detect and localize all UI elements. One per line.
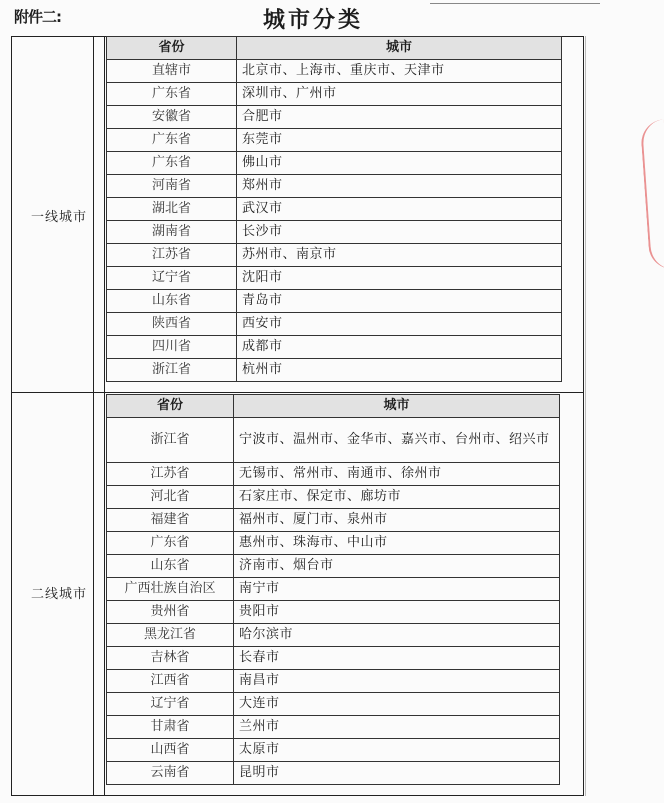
city-cell: 杭州市 [237,359,562,382]
tier2-table [106,394,560,785]
city-cell: 北京市、上海市、重庆市、天津市 [237,60,562,83]
city-cell: 太原市 [234,739,560,762]
province-cell: 浙江省 [107,418,234,463]
province-cell: 山东省 [107,555,234,578]
page-title: 城市分类 [263,7,364,33]
province-cell: 辽宁省 [107,267,237,290]
city-cell: 哈尔滨市 [234,624,560,647]
tier2-label: 二线城市 [30,587,87,602]
attachment-label: 附件二: [14,8,61,26]
province-cell: 陕西省 [107,313,237,336]
province-cell: 福建省 [107,509,234,532]
table-row [107,555,560,578]
province-cell: 江苏省 [107,244,237,267]
table-row [107,463,560,486]
city-cell: 长春市 [234,647,560,670]
province-cell: 甘肃省 [107,716,234,739]
table-row [107,670,560,693]
tier1-label: 一线城市 [30,210,87,225]
city-cell: 合肥市 [237,106,562,129]
province-cell: 广东省 [107,532,234,555]
table-row [107,601,560,624]
table-row [107,716,560,739]
table-row [107,693,560,716]
table-row [107,198,562,221]
table-row [107,129,562,152]
city-cell: 济南市、烟台市 [234,555,560,578]
table-row [107,624,560,647]
province-cell: 山东省 [107,290,237,313]
province-cell: 广东省 [107,129,237,152]
table-row [107,532,560,555]
red-stamp-mark [640,119,664,270]
city-cell: 西安市 [237,313,562,336]
city-cell: 深圳市、广州市 [237,83,562,106]
table-row [107,509,560,532]
province-column-header: 省份 [107,37,237,60]
table-row [107,60,562,83]
province-cell: 广西壮族自治区 [107,578,234,601]
city-cell: 宁波市、温州市、金华市、嘉兴市、台州市、绍兴市 [234,418,560,463]
city-cell: 长沙市 [237,221,562,244]
city-cell: 青岛市 [237,290,562,313]
city-cell: 沈阳市 [237,267,562,290]
province-cell: 四川省 [107,336,237,359]
city-cell: 苏州市、南京市 [237,244,562,267]
table-row [107,244,562,267]
city-cell: 昆明市 [234,762,560,785]
province-column-header: 省份 [107,395,234,418]
table-header-row [107,37,562,60]
city-cell: 福州市、厦门市、泉州市 [234,509,560,532]
city-cell: 郑州市 [237,175,562,198]
table-row [107,578,560,601]
table-row [107,313,562,336]
province-cell: 山西省 [107,739,234,762]
table-row [107,647,560,670]
table-header-row [107,395,560,418]
table-row [107,486,560,509]
city-cell: 贵阳市 [234,601,560,624]
city-cell: 石家庄市、保定市、廊坊市 [234,486,560,509]
city-cell: 南宁市 [234,578,560,601]
city-cell: 大连市 [234,693,560,716]
table-row [107,290,562,313]
right-border [585,36,586,796]
city-cell: 兰州市 [234,716,560,739]
table-row [107,152,562,175]
province-cell: 黑龙江省 [107,624,234,647]
table-row [107,359,562,382]
tier1-section [11,36,584,392]
province-cell: 江苏省 [107,463,234,486]
table-row [107,221,562,244]
table-row [107,106,562,129]
province-cell: 广东省 [107,152,237,175]
city-cell: 东莞市 [237,129,562,152]
province-cell: 广东省 [107,83,237,106]
province-cell: 云南省 [107,762,234,785]
province-cell: 江西省 [107,670,234,693]
table-row [107,83,562,106]
province-cell: 湖南省 [107,221,237,244]
table-row [107,267,562,290]
city-cell: 惠州市、珠海市、中山市 [234,532,560,555]
city-cell: 武汉市 [237,198,562,221]
city-cell: 南昌市 [234,670,560,693]
table-row [107,762,560,785]
city-cell: 佛山市 [237,152,562,175]
top-divider [430,3,600,4]
city-column-header: 城市 [234,395,560,418]
province-cell: 贵州省 [107,601,234,624]
city-cell: 无锡市、常州市、南通市、徐州市 [234,463,560,486]
province-cell: 直辖市 [107,60,237,83]
province-cell: 湖北省 [107,198,237,221]
city-cell: 成都市 [237,336,562,359]
province-cell: 河南省 [107,175,237,198]
table-row [107,739,560,762]
tier2-section [11,392,584,796]
province-cell: 吉林省 [107,647,234,670]
table-row [107,336,562,359]
table-row [107,175,562,198]
province-cell: 辽宁省 [107,693,234,716]
table-row [107,418,560,463]
province-cell: 安徽省 [107,106,237,129]
tier1-table [106,36,562,382]
province-cell: 河北省 [107,486,234,509]
province-cell: 浙江省 [107,359,237,382]
city-column-header: 城市 [237,37,562,60]
